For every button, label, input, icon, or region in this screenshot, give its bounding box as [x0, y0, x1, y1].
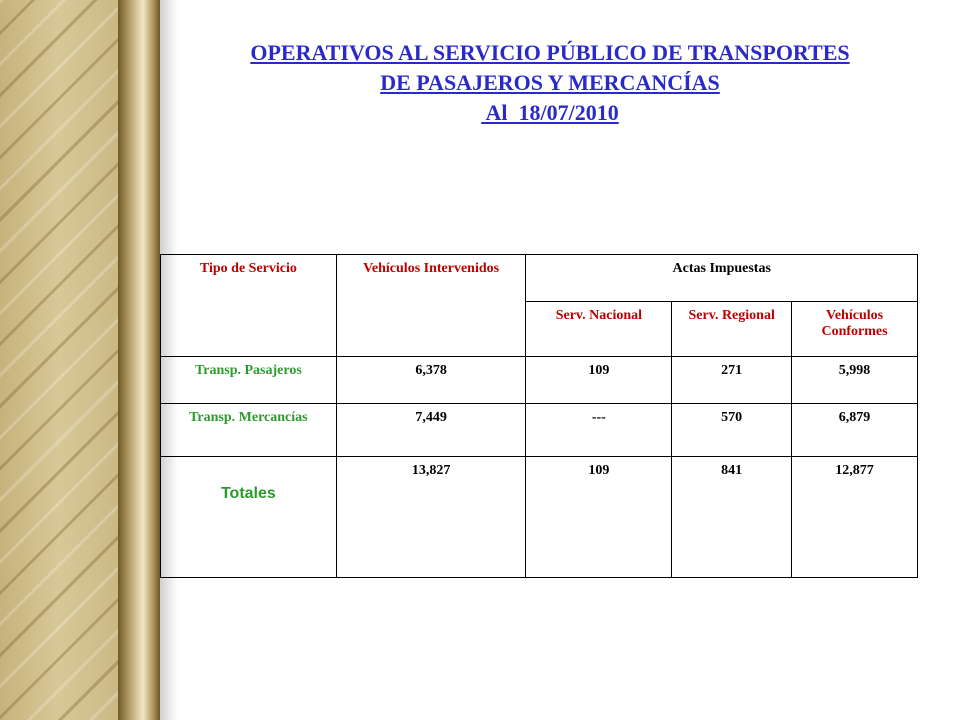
header-vehiculos-conformes: Vehículos Conformes: [792, 302, 918, 357]
title-line-2: DE PASAJEROS Y MERCANCÍAS: [380, 70, 720, 95]
header-serv-regional: Serv. Regional: [672, 302, 792, 357]
header-actas-impuestas: Actas Impuestas: [526, 255, 918, 302]
cell-nacional: 109: [526, 357, 672, 404]
cell-conformes: 6,879: [792, 404, 918, 457]
header-row-1: [161, 255, 918, 302]
header-serv-nacional: Serv. Nacional: [526, 302, 672, 357]
title-line-1: OPERATIVOS AL SERVICIO PÚBLICO DE TRANSPORTES: [250, 40, 850, 65]
cell-total-nacional: 109: [526, 457, 672, 578]
cell-tipo: Transp. Pasajeros: [161, 357, 337, 404]
decorative-pillar: [118, 0, 160, 720]
cell-conformes: 5,998: [792, 357, 918, 404]
totals-row: [161, 457, 918, 578]
cell-totales-label: Totales: [161, 457, 337, 578]
header-vehiculos-intervenidos: Vehículos Intervenidos: [336, 255, 526, 357]
cell-total-regional: 841: [672, 457, 792, 578]
title-line-3: Al 18/07/2010: [481, 100, 619, 125]
cell-tipo: Transp. Mercancías: [161, 404, 337, 457]
cell-regional: 570: [672, 404, 792, 457]
table-row: [161, 404, 918, 457]
table-row: [161, 357, 918, 404]
operativos-table: [160, 254, 918, 578]
decorative-side-panel: [0, 0, 118, 720]
cell-intervenidos: 6,378: [336, 357, 526, 404]
cell-total-intervenidos: 13,827: [336, 457, 526, 578]
header-tipo-servicio: Tipo de Servicio: [161, 255, 337, 357]
cell-regional: 271: [672, 357, 792, 404]
cell-total-conformes: 12,877: [792, 457, 918, 578]
cell-intervenidos: 7,449: [336, 404, 526, 457]
page-title: [170, 38, 930, 128]
cell-nacional: ---: [526, 404, 672, 457]
